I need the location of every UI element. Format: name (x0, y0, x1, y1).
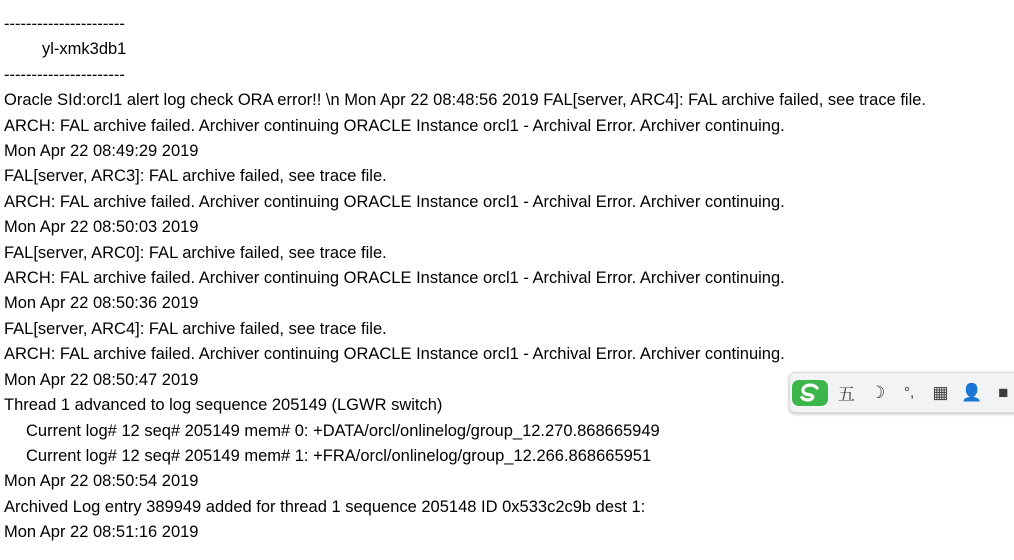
log-line: FAL[server, ARC3]: FAL archive failed, see trace file. (4, 167, 387, 186)
moon-mode-icon[interactable]: ☽ (870, 382, 886, 402)
log-line: Current log# 12 seq# 205149 mem# 1: +FRA/orcl/onlinelog/group_12.266.868665951 (26, 446, 652, 465)
log-line: FAL[server, ARC0]: FAL archive failed, see trace file. (4, 243, 387, 262)
sogou-ime-toolbar[interactable] (789, 372, 1014, 413)
log-line: Archived Log entry 389949 added for thread 1 sequence 205148 ID 0x533c2c9b dest 1: (4, 497, 646, 516)
log-line: Thread 1 advanced to log sequence 205149 (LGWR switch) (4, 396, 443, 415)
log-line: Mon Apr 22 08:49:29 2019 (4, 142, 199, 161)
log-line: Mon Apr 22 08:50:54 2019 (4, 472, 199, 491)
sogou-logo-icon[interactable] (790, 374, 831, 411)
log-line: ARCH: FAL archive failed. Archiver continuing ORACLE Instance orcl1 - Archival Error. Archiver continuing. (4, 269, 785, 288)
log-line: ARCH: FAL archive failed. Archiver continuing ORACLE Instance orcl1 - Archival Error. Archiver continuing. (4, 116, 785, 135)
soft-keyboard-icon[interactable]: ▦ (932, 382, 949, 402)
input-mode-wuxing[interactable]: 五 (837, 385, 855, 404)
log-line: Mon Apr 22 08:50:36 2019 (4, 294, 199, 313)
log-line: Oracle SId:orcl1 alert log check ORA error!! \n Mon Apr 22 08:48:56 2019 FAL[server, ARC4]: FAL archive failed, see trace file. (4, 91, 927, 110)
log-line: Mon Apr 22 08:51:16 2019 (4, 523, 199, 542)
log-line: yl-xmk3db1 (42, 40, 127, 59)
alert-log-text (4, 12, 1014, 546)
log-line: ---------------------- (4, 15, 125, 33)
log-line: ARCH: FAL archive failed. Archiver continuing ORACLE Instance orcl1 - Archival Error. Archiver continuing. (4, 192, 785, 211)
log-line: Mon Apr 22 08:50:03 2019 (4, 218, 199, 237)
log-line: ---------------------- (4, 65, 125, 84)
punctuation-mode-icon[interactable]: °, (904, 384, 915, 401)
log-line: Current log# 12 seq# 205149 mem# 0: +DATA/orcl/onlinelog/group_12.270.868665949 (26, 421, 660, 440)
log-line: Mon Apr 22 08:50:47 2019 (4, 370, 199, 389)
log-line: FAL[server, ARC4]: FAL archive failed, see trace file. (4, 319, 387, 338)
user-account-icon[interactable]: 👤 (961, 382, 983, 402)
toolbox-icon[interactable]: ■ (998, 382, 1009, 402)
log-line: ARCH: FAL archive failed. Archiver continuing ORACLE Instance orcl1 - Archival Error. Archiver continuing. (4, 345, 785, 364)
